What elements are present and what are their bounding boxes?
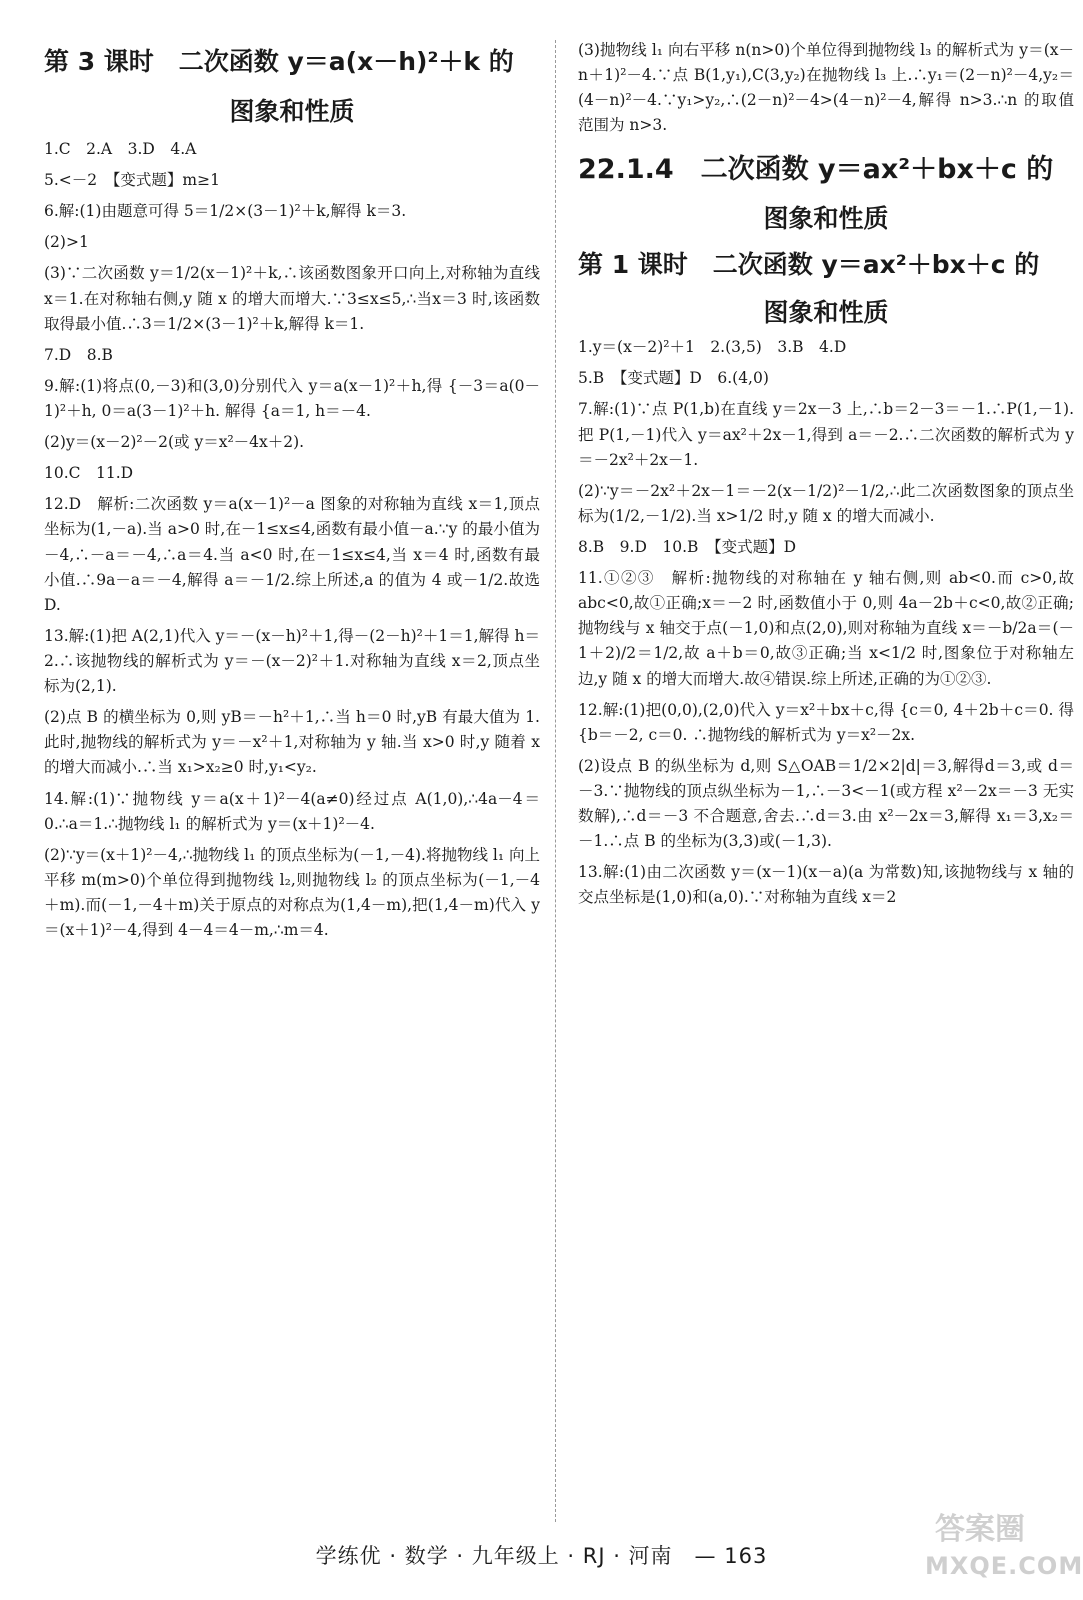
answer-line: 5.B 【变式题】D 6.(4,0): [578, 369, 769, 388]
watermark-bottom: MXQE.COM: [925, 1552, 1083, 1580]
column-divider: [555, 40, 556, 1522]
watermark-logo: [915, 1500, 1083, 1590]
answer-line: (2)∵y＝(x＋1)²－4,∴抛物线 l₁ 的顶点坐标为(－1,－4).将抛物线 l₁ 向上平移 m(m>0)个单位得到抛物线 l₂,则抛物线 l₂ 的顶点坐标为(－1,－4＋m).而(－1,－4＋m)关于原点的对称点为(1,4－m),把(1,4－m)代入 y＝(x＋1)²－4,得到 4－4＝4－m,∴m＝4.: [44, 845, 540, 940]
page-footer: 学练优 · 数学 · 九年级上 · RJ · 河南 — 163: [315, 1544, 768, 1568]
answer-line: 9.解:(1)将点(0,－3)和(3,0)分别代入 y＝a(x－1)²＋h,得 {－3＝a(0－1)²＋h, 0＝a(3－1)²＋h. 解得 {a＝1, h＝－4.: [44, 376, 540, 420]
answer-line: 1.y＝(x－2)²＋1 2.(3,5) 3.B 4.D: [578, 338, 847, 357]
answer-line: 14.解:(1)∵抛物线 y＝a(x＋1)²－4(a≠0)经过点 A(1,0),∴4a－4＝0.∴a＝1.∴抛物线 l₁ 的解析式为 y＝(x＋1)²－4.: [44, 789, 540, 833]
answer-line: (2)设点 B 的纵坐标为 d,则 S△OAB＝1/2×2|d|＝3,解得d＝3,或 d＝－3.∵抛物线的顶点纵坐标为－1,∴－3<－1(或方程 x²－2x＝－3 无实数解),∴d＝－3 不合题意,舍去.∴d＝3.由 x²－2x＝3,解得 x₁＝3,x₂＝－1.∴点 B 的坐标为(3,3)或(－1,3).: [578, 756, 1074, 851]
answer-line: (2)y＝(x－2)²－2(或 y＝x²－4x＋2).: [44, 433, 305, 452]
answer-line: 13.解:(1)由二次函数 y＝(x－1)(x－a)(a 为常数)知,该抛物线与 x 轴的交点坐标是(1,0)和(a,0).∵对称轴为直线 x＝2: [578, 863, 1074, 907]
answer-line: 12.解:(1)把(0,0),(2,0)代入 y＝x²＋bx＋c,得 {c＝0, 4＋2b＋c＝0. 得 {b＝－2, c＝0. ∴抛物线的解析式为 y＝x²－2x.: [578, 700, 1074, 744]
answer-line: 6.解:(1)由题意可得 5＝1/2×(3－1)²＋k,解得 k＝3.: [44, 202, 407, 221]
answer-line: 1.C 2.A 3.D 4.A: [44, 140, 197, 158]
answer-line: 11.①②③ 解析:抛物线的对称轴在 y 轴右侧,则 ab<0.而 c>0,故 abc<0,故①正确;x＝－2 时,函数值小于 0,则 4a－2b＋c<0,故②正确;抛物线与 x 轴交于点(－1,0)和点(2,0),则对称轴为直线 x＝－b/2a＝(－1＋2)/2＝1/2,故 a＋b＝0,故③正确;当 x<1/2 时,图象位于对称轴左边,y 随 x 的增大而增大.故④错误.综上所述,正确的为①②③.: [578, 569, 1074, 688]
answer-line: (2)点 B 的横坐标为 0,则 yB＝－h²＋1,∴当 h＝0 时,yB 有最大值为 1.此时,抛物线的解析式为 y＝－x²＋1,对称轴为 y 轴.当 x>0 时,y 随着 x 的增大而减小.∴当 x₁>x₂≥0 时,y₁<y₂.: [44, 708, 540, 777]
answer-line: (3)抛物线 l₁ 向右平移 n(n>0)个单位得到抛物线 l₃ 的解析式为 y＝(x－n＋1)²－4.∵点 B(1,y₁),C(3,y₂)在抛物线 l₃ 上.∴y₁＝(2－n)²－4,y₂＝(4－n)²－4.∵y₁>y₂,∴(2－n)²－4>(4－n)²－4,解得 n>3.∴n 的取值范围为 n>3.: [578, 41, 1074, 135]
section-title-line2: 图象和性质: [763, 203, 889, 233]
answer-line: 13.解:(1)把 A(2,1)代入 y＝－(x－h)²＋1,得－(2－h)²＋1＝1,解得 h＝2.∴该抛物线的解析式为 y＝－(x－2)²＋1.对称轴为直线 x＝2,顶点坐标为(2,1).: [44, 626, 540, 696]
answer-line: (2)∵y＝－2x²＋2x－1＝－2(x－1/2)²－1/2,∴此二次函数图象的顶点坐标为(1/2,－1/2).当 x>1/2 时,y 随 x 的增大而减小.: [578, 481, 1074, 525]
right-column: [578, 38, 1074, 917]
answer-line: 12.D 解析:二次函数 y＝a(x－1)²－a 图象的对称轴为直线 x＝1,顶点坐标为(1,－a).当 a>0 时,在－1≤x≤4,函数有最小值－a.∵y 的最小值为－4,∴－a＝－4,∴a＝4.当 a<0 时,在－1≤x≤4,当 x＝4 时,函数有最小值.∴9a－a＝－4,解得 a＝－1/2.综上所述,a 的值为 4 或－1/2.故选 D.: [44, 495, 540, 614]
answer-line: 8.B 9.D 10.B 【变式题】D: [578, 538, 797, 556]
answer-line: (2)>1: [44, 233, 89, 252]
answer-line: 7.解:(1)∵点 P(1,b)在直线 y＝2x－3 上,∴b＝2－3＝－1.∴P(1,－1).把 P(1,－1)代入 y＝ax²＋2x－1,得到 a＝－2.∴二次函数的解析式为 y＝－2x²＋2x－1.: [578, 400, 1074, 469]
lesson-title-line2: 图象和性质: [763, 298, 889, 328]
answer-line: (3)∵二次函数 y＝1/2(x－1)²＋k,∴该函数图象开口向上,对称轴为直线 x＝1.在对称轴右侧,y 随 x 的增大而增大.∵3≤x≤5,∴当x＝3 时,该函数取得最小值.∴3＝1/2×(3－1)²＋k,解得 k＝1.: [44, 264, 540, 333]
left-column: [44, 38, 540, 949]
answer-line: 7.D 8.B: [44, 345, 113, 364]
lesson-title-line2: 图象和性质: [229, 96, 355, 126]
lesson-title: 第 1 课时 二次函数 y＝ax²＋bx＋c 的: [578, 249, 1040, 279]
watermark-top: 答案圈: [935, 1512, 1025, 1547]
lesson-title: 第 3 课时 二次函数 y＝a(x－h)²＋k 的: [44, 47, 514, 76]
answer-line: 10.C 11.D: [44, 464, 134, 483]
section-title: 22.1.4 二次函数 y＝ax²＋bx＋c 的: [578, 154, 1054, 186]
answer-line: 5.<－2 【变式题】m≥1: [44, 171, 220, 190]
